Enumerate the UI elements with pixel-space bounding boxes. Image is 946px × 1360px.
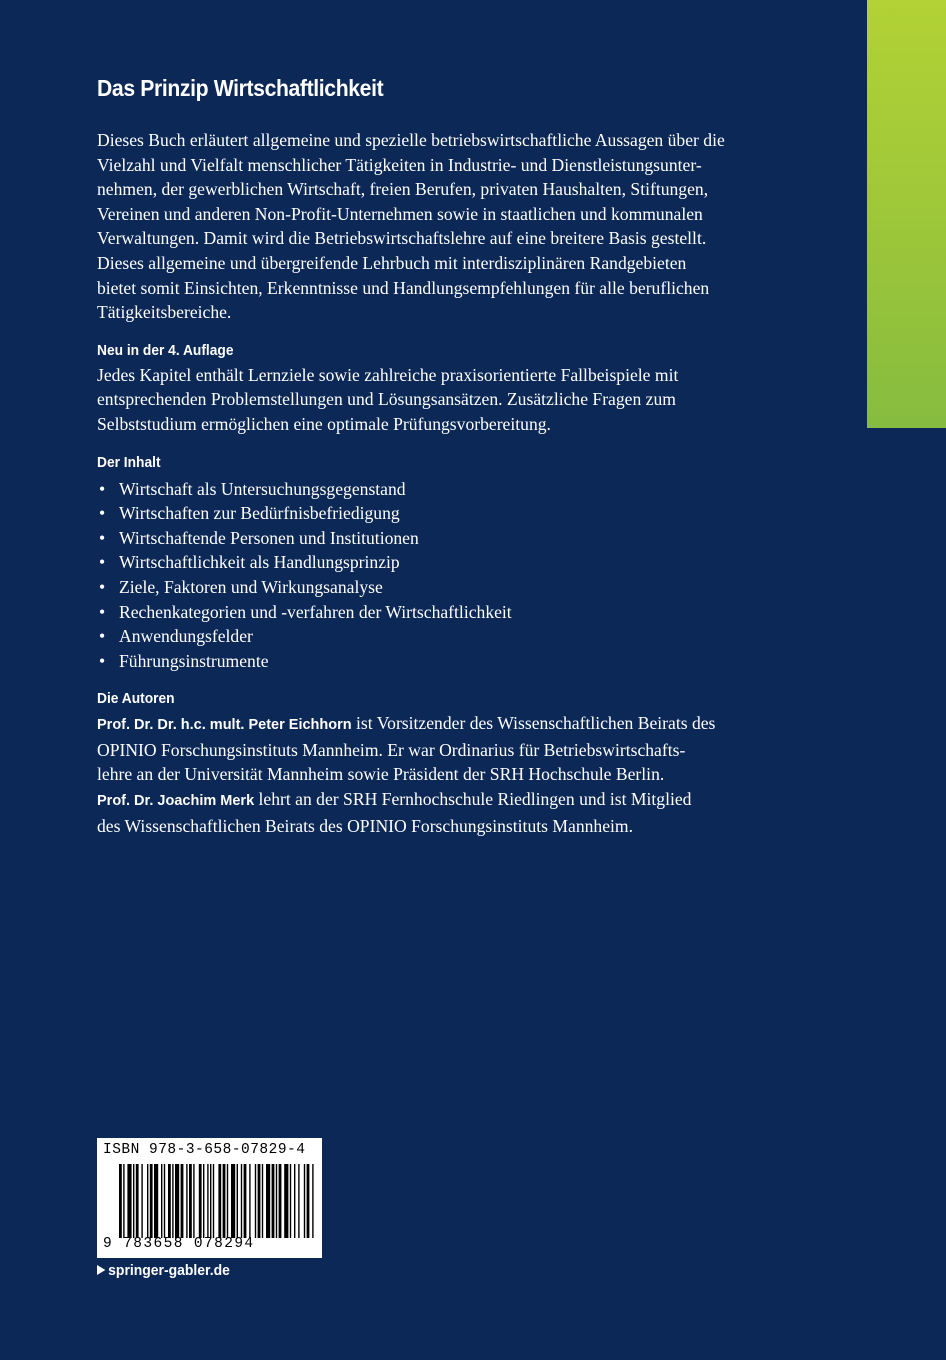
author-line: des Wissenschaftlichen Beirats des OPINIO Forschungsinstituts Mannheim.	[97, 815, 633, 836]
barcode-bar	[237, 1164, 238, 1238]
author-line: Prof. Dr. Dr. h.c. mult. Peter Eichhorn ist Vorsitzender des Wissenschaftlichen Beirats des	[97, 713, 716, 734]
bullet-icon: •	[99, 527, 106, 548]
author-line: lehre an der Universität Mannheim sowie Präsident der SRH Hochschule Berlin.	[97, 764, 665, 785]
barcode-bar	[193, 1164, 194, 1238]
intro-line: Vielzahl und Vielfalt menschlicher Tätigkeiten in Industrie- und Dienstleistungsunter-	[97, 154, 702, 175]
list-item: • Führungsinstrumente	[97, 649, 797, 674]
barcode-bar	[255, 1164, 256, 1238]
barcode-bar	[141, 1164, 142, 1238]
barcode-bar	[272, 1164, 275, 1238]
barcode-bar	[164, 1164, 165, 1238]
contents-list	[97, 477, 797, 674]
arrow-right-icon	[97, 1265, 105, 1275]
barcode-bar	[218, 1164, 221, 1238]
contents-heading: Der Inhalt	[97, 454, 161, 471]
bullet-icon: •	[99, 601, 106, 622]
publisher-website[interactable]	[97, 1262, 230, 1279]
isbn-barcode	[97, 1138, 322, 1258]
bullet-icon: •	[99, 650, 106, 671]
barcode-bar	[207, 1164, 208, 1238]
barcode-bar	[161, 1164, 162, 1238]
barcode-bar	[119, 1164, 122, 1238]
barcode-bar	[227, 1164, 228, 1238]
intro-line: Verwaltungen. Damit wird die Betriebswirtschaftslehre auf eine breitere Basis gestellt.	[97, 228, 707, 249]
intro-line: Dieses allgemeine und übergreifende Lehrbuch mit interdisziplinären Randgebieten	[97, 252, 687, 273]
barcode-bar	[258, 1164, 261, 1238]
barcode-bar	[294, 1164, 295, 1238]
bullet-icon: •	[99, 478, 106, 499]
barcode-bar	[186, 1164, 187, 1238]
bullet-icon: •	[99, 576, 106, 597]
barcode-bar	[133, 1164, 134, 1238]
author-name: Prof. Dr. Dr. h.c. mult. Peter Eichhorn	[97, 717, 352, 734]
list-item: • Rechenkategorien und -verfahren der Wirtschaftlichkeit	[97, 600, 797, 625]
ean-digits: 9 783658 078294	[103, 1236, 255, 1252]
barcode-bar	[175, 1164, 179, 1238]
barcode-bar	[279, 1164, 282, 1238]
barcode-bar	[172, 1164, 173, 1238]
barcode-bar	[213, 1164, 214, 1238]
barcode-bar	[189, 1164, 192, 1238]
new-edition-section	[97, 339, 797, 437]
intro-line: Vereinen und anderen Non-Profit-Unternehmen sowie in staatlichen und kommunalen	[97, 203, 703, 224]
new-edition-line: Selbststudium ermöglichen eine optimale Prüfungsvorbereitung.	[97, 413, 551, 434]
barcode-bar	[284, 1164, 288, 1238]
barcode-bar	[127, 1164, 131, 1238]
author-name: Prof. Dr. Joachim Merk	[97, 793, 255, 810]
new-edition-heading: Neu in der 4. Auflage	[97, 342, 234, 359]
barcode-bar	[262, 1164, 263, 1238]
barcode-bar	[203, 1164, 204, 1238]
accent-strip	[867, 0, 946, 428]
barcode-bar	[241, 1164, 242, 1238]
author-line: Prof. Dr. Joachim Merk lehrt an der SRH Fernhochschule Riedlingen und ist Mitglied	[97, 789, 692, 810]
barcode-bar	[136, 1164, 139, 1238]
intro-line: Tätigkeitsbereiche.	[97, 302, 232, 323]
new-edition-line: entsprechenden Problemstellungen und Lösungsansätzen. Zusätzliche Fragen zum	[97, 389, 676, 410]
barcode-bar	[307, 1164, 310, 1238]
barcode-bar	[304, 1164, 305, 1238]
website-label: springer-gabler.de	[108, 1262, 230, 1279]
barcode-bar	[298, 1164, 299, 1238]
barcode-bar	[244, 1164, 247, 1238]
list-item: • Anwendungsfelder	[97, 624, 797, 649]
list-item: • Wirtschaftende Personen und Institutionen	[97, 526, 797, 551]
barcode-bar	[312, 1164, 313, 1238]
barcode-bar	[266, 1164, 270, 1238]
cover-text	[97, 70, 797, 838]
barcode-bar	[249, 1164, 250, 1238]
barcode-bar	[231, 1164, 235, 1238]
authors-heading: Die Autoren	[97, 691, 175, 708]
barcode-bar	[223, 1164, 226, 1238]
intro-line: Dieses Buch erläutert allgemeine und spezielle betriebswirtschaftliche Aussagen über die	[97, 130, 725, 150]
bullet-icon: •	[99, 503, 106, 524]
barcode-bar	[123, 1164, 124, 1238]
barcode-bar	[181, 1164, 184, 1238]
authors-section	[97, 687, 797, 838]
barcode-bar	[276, 1164, 277, 1238]
barcode-bars	[119, 1164, 315, 1238]
isbn-label: ISBN 978-3-658-07829-4	[103, 1142, 306, 1158]
barcode-bar	[154, 1164, 158, 1238]
intro-paragraph	[97, 128, 797, 325]
intro-line: nehmen, der gewerblichen Wirtschaft, freien Berufen, privaten Haushalten, Stiftungen,	[97, 179, 709, 200]
list-item: • Ziele, Faktoren und Wirkungsanalyse	[97, 575, 797, 600]
bullet-icon: •	[99, 552, 106, 573]
barcode-bar	[150, 1164, 153, 1238]
barcode-bar	[147, 1164, 148, 1238]
barcode-bar	[290, 1164, 291, 1238]
author-line: OPINIO Forschungsinstituts Mannheim. Er war Ordinarius für Betriebswirtschafts-	[97, 739, 686, 760]
book-title: Das Prinzip Wirtschaftlichkeit	[97, 75, 384, 101]
new-edition-line: Jedes Kapitel enthält Lernziele sowie zahlreiche praxisorientierte Fallbeispiele mit	[97, 364, 679, 385]
barcode-bar	[210, 1164, 211, 1238]
bullet-icon: •	[99, 626, 106, 647]
barcode-bar	[199, 1164, 202, 1238]
list-item: • Wirtschaft als Untersuchungsgegenstand	[97, 477, 797, 502]
intro-line: bietet somit Einsichten, Erkenntnisse und Handlungsempfehlungen für alle beruflichen	[97, 277, 710, 298]
list-item: • Wirtschaftlichkeit als Handlungsprinzip	[97, 550, 797, 575]
barcode-bar	[168, 1164, 171, 1238]
contents-section	[97, 451, 797, 674]
list-item: • Wirtschaften zur Bedürfnisbefriedigung	[97, 501, 797, 526]
